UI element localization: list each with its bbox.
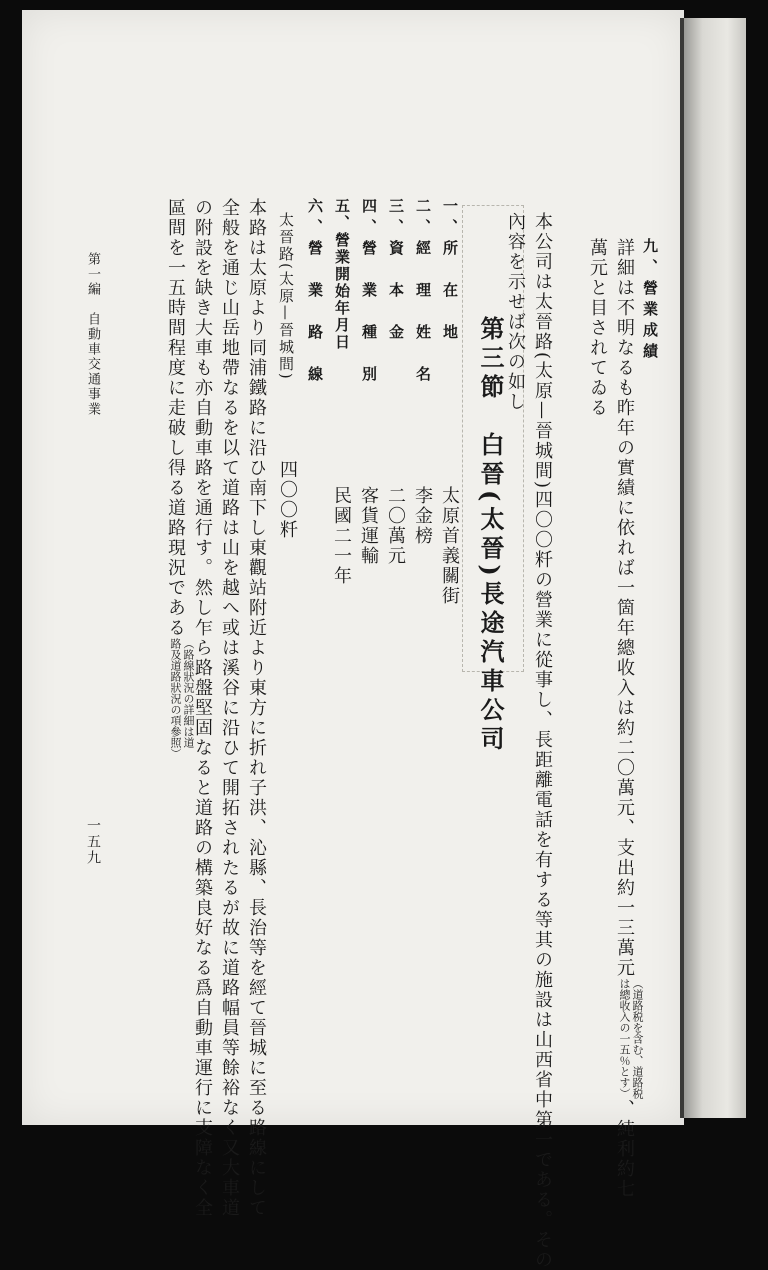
item-2-label: 二、經 理 姓 名 (414, 198, 432, 387)
item-3-label: 三、資 本 金 (387, 198, 405, 345)
item-2-value: 李金榜 (412, 486, 433, 546)
section-9-heading: 九、營業成績 (641, 238, 659, 364)
body-line-3: の附設を缺き大車も亦自動車路を通行す。然し乍ら路盤堅固なると道路の構築良好なる爲自動車運行に支障なく全 (192, 198, 213, 1218)
section-9-line-2: 萬元と目されてゐる (587, 238, 608, 418)
section-3-intro-1: 本公司は太晉路(太原—晉城間)四〇〇粁の營業に從事し、長距離電話を有する等其の施設は山西省中第一である。その (532, 212, 553, 1270)
route-length: 四〇〇粁 (277, 460, 298, 540)
item-5-label: 五、營業開始年月日 (333, 198, 351, 351)
section-9-note: （道路税を含む、道路税 は總收入の一五％とす） (618, 978, 644, 1099)
item-1-value: 太原首義關街 (439, 486, 460, 606)
body-line-1: 本路は太原より同浦鐵路に沿ひ南下し東觀站附近より東方に折れ子洪、沁縣、長治等を經て晉城に至る路線にして (246, 198, 267, 1218)
book-page (22, 10, 684, 1125)
item-5-value: 民國二一年 (331, 486, 352, 586)
item-4-value: 客貨運輸 (358, 486, 379, 566)
route-label: 太晉路(太原—晉城間) (277, 212, 295, 381)
section-9-line-1 (615, 238, 644, 1199)
item-4-label: 四、營 業 種 別 (360, 198, 378, 387)
route-note-2: 路及道路狀況の項參照 (169, 638, 182, 748)
section-3-intro-2: 內容を示せば次の如し (505, 212, 526, 412)
section-9-note-1: 道路税を含む、道路税 (631, 989, 644, 1099)
route-note: （路線狀況の詳細は道 路及道路狀況の項參照） (169, 638, 195, 759)
page-number: 一五九 (85, 818, 101, 866)
section-3-title: 第三節 白晉(太晉)長途汽車公司 (476, 316, 505, 755)
item-1-label: 一、所 在 地 (441, 198, 459, 345)
section-9-line-1-end: 、純利約七 (614, 1099, 635, 1199)
route-note-1: 路線狀況の詳細は道 (182, 649, 195, 748)
item-3-value: 二〇萬元 (385, 486, 406, 566)
item-6-label: 六、營 業 路 線 (306, 198, 324, 387)
facing-page-edge (684, 18, 746, 1118)
section-9-line-1-text: 詳細は不明なるも昨年の實績に依れば一箇年總收入は約二〇萬元、支出約一三萬元 (614, 238, 635, 978)
section-9-note-2: は總收入の一五％とす (618, 978, 631, 1088)
body-line-2: 全般を通じ山岳地帶なるを以て道路は山を越へ或は溪谷に沿ひて開拓されたるが故に道路幅員等餘裕なく又大車道 (219, 198, 240, 1218)
chapter-footer: 第一編 自動車交通事業 (85, 252, 100, 417)
body-line-4 (166, 198, 195, 759)
body-line-4-text: 區間を一五時間程度に走破し得る道路現況である (165, 198, 186, 638)
